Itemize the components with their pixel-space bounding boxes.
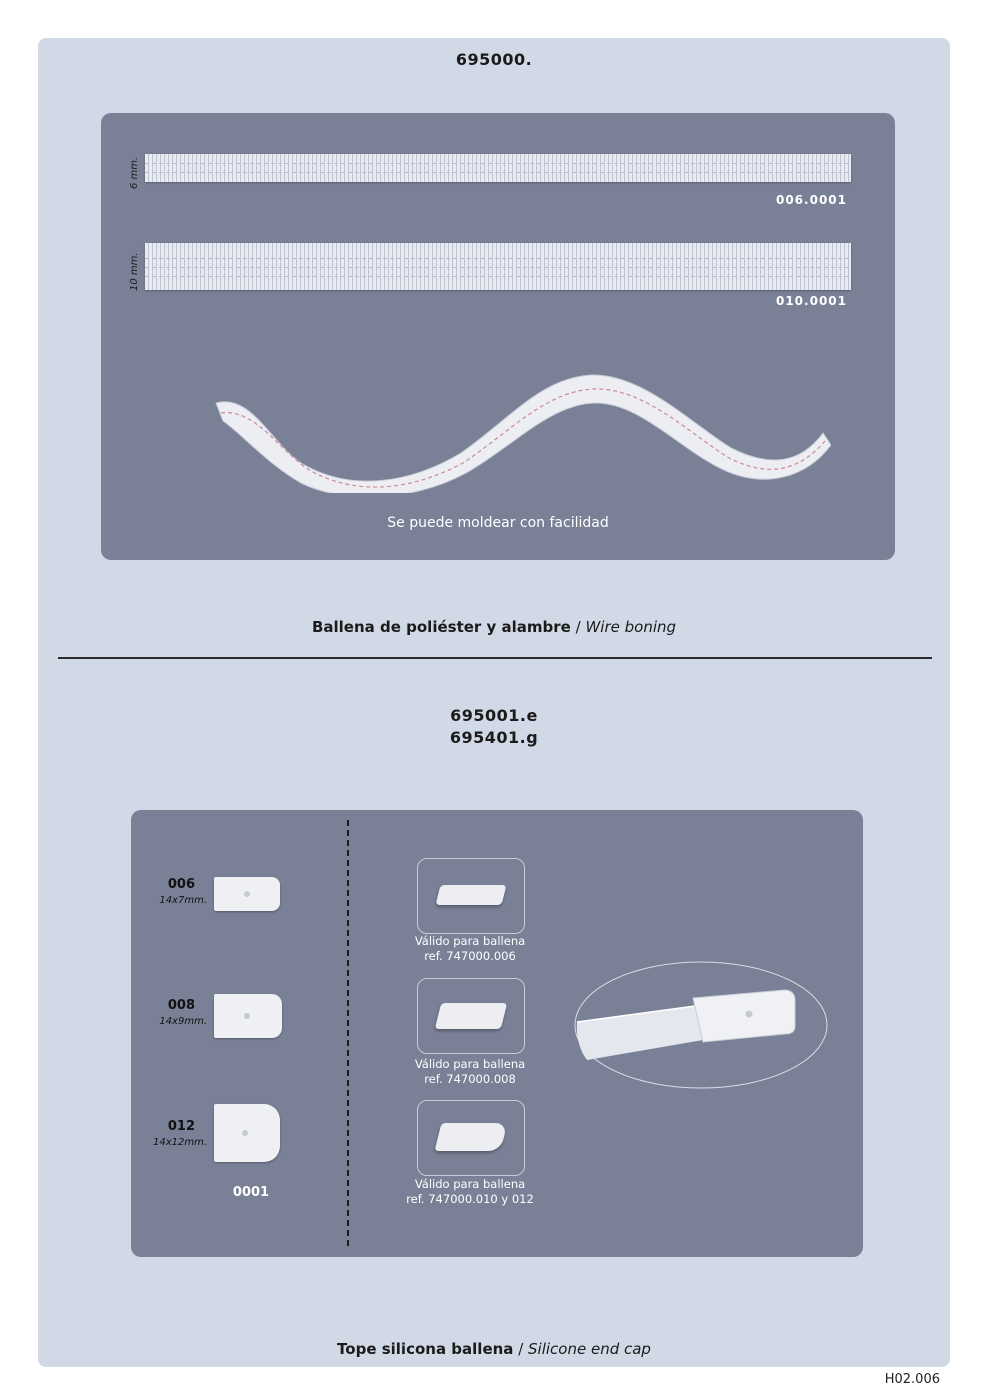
dashed-divider xyxy=(347,820,349,1246)
cap-thumb-008 xyxy=(417,978,525,1054)
cap-006-image xyxy=(214,877,280,911)
section1-title-separator: / xyxy=(570,618,586,636)
colour-ref: 0001 xyxy=(232,1185,270,1200)
valid-008-line1: Válido para ballena xyxy=(414,1057,526,1071)
cap-008-image xyxy=(214,994,282,1038)
valid-012 xyxy=(380,1177,560,1207)
tape-10mm-ref: 010.0001 xyxy=(775,294,847,308)
cap-012-image xyxy=(214,1104,280,1162)
valid-008 xyxy=(380,1057,560,1087)
tape-6mm-label: 6 mm. xyxy=(129,156,140,189)
catalog-sheet xyxy=(38,38,950,1367)
size-008-dim: 14x9mm. xyxy=(159,1016,207,1027)
section-divider xyxy=(58,657,932,659)
valid-012-line2: ref. 747000.010 y 012 xyxy=(406,1192,534,1206)
tape-6mm-image xyxy=(145,154,851,182)
tape-6mm-ref: 006.0001 xyxy=(775,193,847,207)
product-code-695000: 695000. xyxy=(455,50,533,69)
size-008-code: 008 xyxy=(167,998,195,1013)
product-code-695401g: 695401.g xyxy=(449,728,539,747)
valid-012-line1: Válido para ballena xyxy=(414,1177,526,1191)
end-cap-panel xyxy=(131,810,863,1257)
valid-008-line2: ref. 747000.008 xyxy=(424,1072,516,1086)
section1-title-es: Ballena de poliéster y alambre xyxy=(311,618,571,636)
product-code-695001e: 695001.e xyxy=(450,706,538,725)
size-006-code: 006 xyxy=(167,877,195,892)
cap-thumb-012 xyxy=(417,1100,525,1176)
section2-title xyxy=(38,1340,950,1358)
page-code: H02.006 xyxy=(884,1372,940,1387)
tape-10mm-image xyxy=(145,243,851,290)
tape-10mm-label: 10 mm. xyxy=(129,252,140,291)
size-012-code: 012 xyxy=(167,1119,195,1134)
section2-title-separator: / xyxy=(513,1340,529,1358)
section1-title xyxy=(38,618,950,636)
section2-title-es: Tope silicona ballena xyxy=(337,1340,514,1358)
section2-title-en: Silicone end cap xyxy=(528,1340,651,1358)
valid-006-line2: ref. 747000.006 xyxy=(424,949,516,963)
valid-006-line1: Válido para ballena xyxy=(414,934,526,948)
wavy-boning-image xyxy=(211,363,831,493)
valid-006 xyxy=(380,934,560,964)
section1-title-en: Wire boning xyxy=(585,618,677,636)
size-006-dim: 14x7mm. xyxy=(159,895,207,906)
size-012-dim: 14x12mm. xyxy=(152,1137,207,1148)
mouldable-caption: Se puede moldear con facilidad xyxy=(387,515,609,531)
boning-photo-panel xyxy=(101,113,895,560)
cap-thumb-006 xyxy=(417,858,525,934)
cap-on-boning-closeup xyxy=(573,960,829,1090)
